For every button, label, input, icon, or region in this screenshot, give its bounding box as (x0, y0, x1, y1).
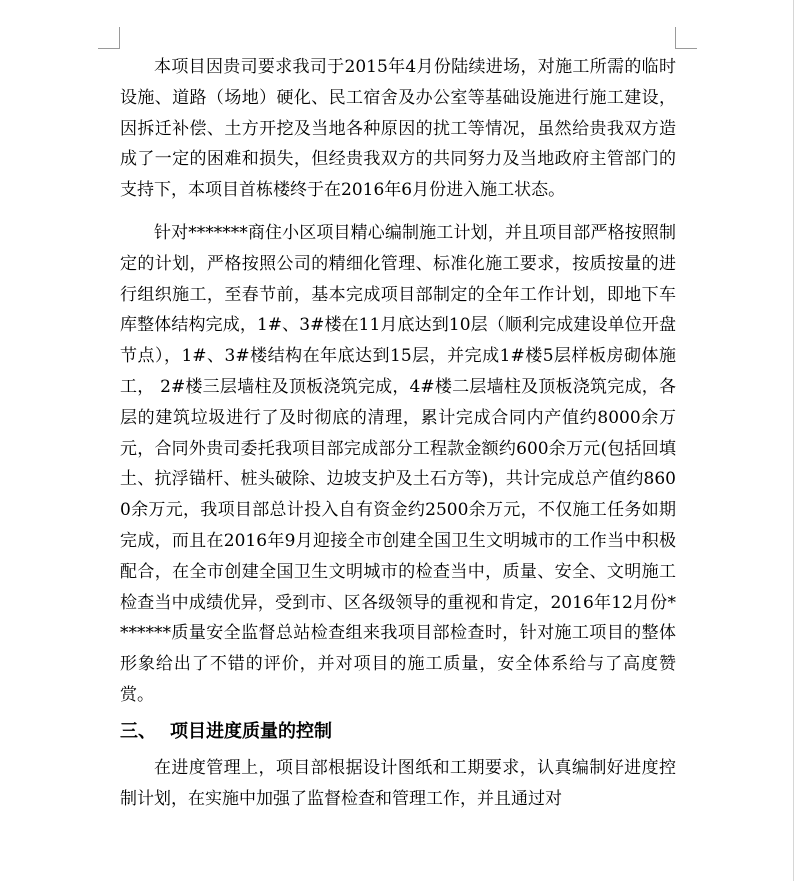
margin-corner-mark-top-right (675, 27, 697, 49)
section-title: 项目进度质量的控制 (170, 720, 332, 742)
paragraph-construction-progress: 针对*******商住小区项目精心编制施工计划，并且项目部严格按照制定的计划，严格按照公司的精细化管理、标准化施工要求，按质按量的进行组织施工，至春节前，基本完成项目部制定的全年工作计划，即地下车库整体结构完成，1#、3#楼在11月底达到10层（顺利完成建设单位开盘节点），1#、3#楼结构在年底达到15层，并完成1#楼5层样板房砌体施工， 2#楼三层墙柱及顶板浇筑完成，4#楼二层墙柱及顶板浇筑完成，各层的建筑垃圾进行了及时彻底的清理，累计完成合同内产值约8000余万元，合同外贵司委托我项目部完成部分工程款金额约600余万元(包括回填土、抗浮锚杆、桩头破除、边坡支护及土石方等)，共计完成总产值约8600余万元，我项目部总计投入自有资金约2500余万元，不仅施工任务如期完成，而且在2016年9月迎接全市创建全国卫生文明城市的工作当中积极配合，在全市创建全国卫生文明城市的检查当中，质量、安全、文明施工检查当中成绩优异，受到市、区各级领导的重视和肯定，2016年12月份*******质量安全监督总站检查组来我项目部检查时，针对施工项目的整体形象给出了不错的评价，并对项目的施工质量，安全体系给与了高度赞赏。 (120, 222, 676, 705)
paragraph-project-entry: 本项目因贵司要求我司于2015年4月份陆续进场，对施工所需的临时设施、道路（场地）硬化、民工宿舍及办公室等基础设施进行施工建设，因拆迁补偿、土方开挖及当地各种原因的扰工等情况，虽然给贵我双方造成了一定的困难和损失，但经贵我双方的共同努力及当地政府主管部门的支持下，本项目首栋楼终于在2016年6月份进入施工状态。 (120, 57, 676, 201)
paragraph-spacing (120, 206, 676, 218)
document-body (120, 52, 676, 814)
section-heading (120, 711, 676, 753)
paragraph-schedule-management: 在进度管理上，项目部根据设计图纸和工期要求，认真编制好进度控制计划，在实施中加强了监督检查和管理工作，并且通过对 (120, 757, 676, 809)
section-number: 三、 (120, 720, 156, 742)
margin-corner-mark-top-left (98, 27, 120, 49)
